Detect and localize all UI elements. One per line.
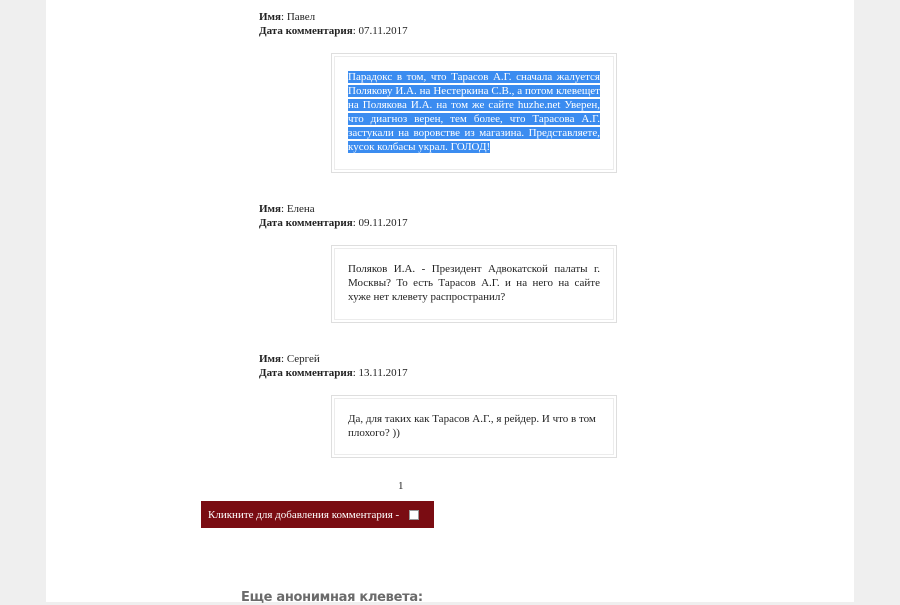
comment-date: 07.11.2017 [358, 25, 408, 37]
date-label: Дата комментария [259, 217, 353, 229]
comment-box [331, 245, 617, 323]
add-comment-label: Кликните для добавления комментария - [208, 508, 400, 521]
comment-author: Елена [286, 203, 315, 215]
name-label: Имя [259, 203, 281, 215]
comment-meta: Имя: Сергей Дата комментария: 13.11.2017 [259, 353, 408, 379]
comment-text: Поляков И.А. - Президент Адвокатской палаты г. Москвы? То есть Тарасов А.Г. и на него на сайте хуже нет клевету распространил? [348, 263, 600, 303]
comment-text: Да, для таких как Тарасов А.Г., я рейдер. И что в том плохого? )) [348, 413, 596, 439]
comment-date: 13.11.2017 [358, 367, 408, 379]
comment-box [331, 395, 617, 458]
pagination-page-1[interactable]: 1 [398, 480, 404, 492]
date-label: Дата комментария [259, 367, 353, 379]
comment-date: 09.11.2017 [358, 217, 408, 229]
date-label: Дата комментария [259, 25, 353, 37]
comment-author: Сергей [286, 353, 320, 365]
comment-meta: Имя: Елена Дата комментария: 09.11.2017 [259, 203, 408, 229]
comment-meta: Имя: Павел Дата комментария: 07.11.2017 [259, 11, 408, 37]
comment-box [331, 53, 617, 173]
name-label: Имя [259, 11, 281, 23]
comment-author: Павел [286, 11, 316, 23]
add-comment-button[interactable] [201, 501, 434, 528]
name-label: Имя [259, 353, 281, 365]
more-section-title: Еще анонимная клевета: [241, 590, 423, 605]
comment-text[interactable]: Парадокс в том, что Тарасов А.Г. сначала жалуется Полякову И.А. на Нестеркина С.В., а потом клевещет на Полякова И.А. на том же сайте huzhe.net Уверен, что диагноз верен, тем более, что Тарасова А.Г. застукали на воровстве из магазина. Представляете, кусок колбасы украл. ГОЛОД! [348, 71, 600, 153]
add-comment-checkbox[interactable] [409, 510, 419, 520]
